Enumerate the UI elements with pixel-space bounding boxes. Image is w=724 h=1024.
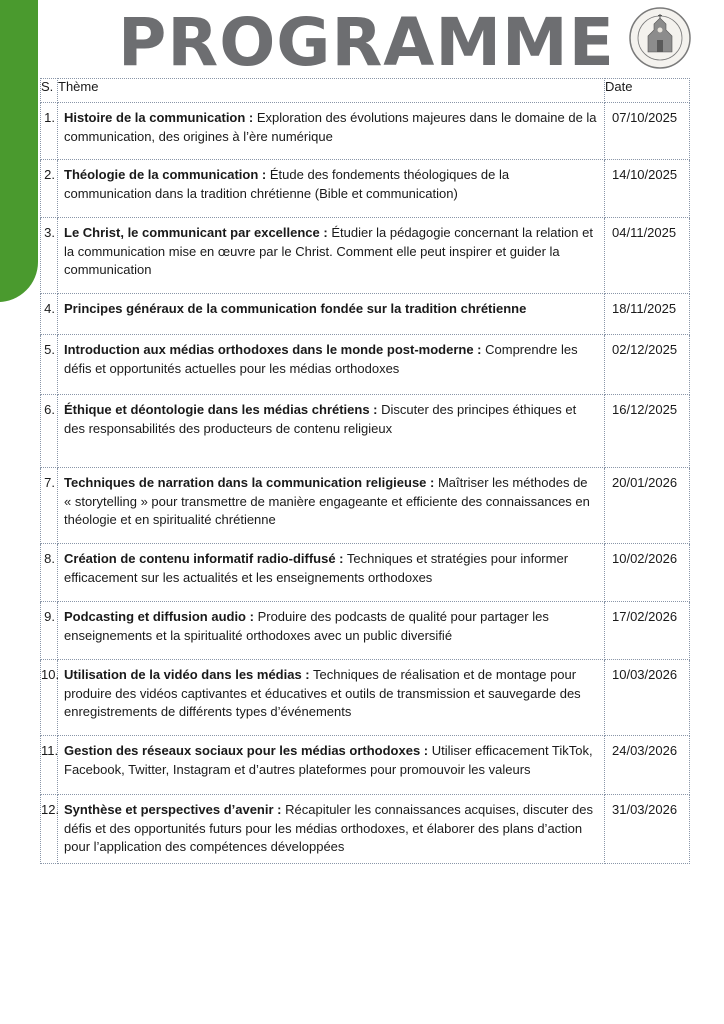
row-number: 6.: [41, 395, 58, 468]
row-date: 04/11/2025: [605, 218, 690, 294]
table-row: [41, 395, 690, 468]
row-number: 4.: [41, 294, 58, 335]
row-description: Récapituler les connaissances acquises, discuter des défis et des opportunités futurs pour les médias orthodoxes, et élaborer des plans d’action pour l’application des compétences développées: [64, 802, 593, 854]
row-date: 17/02/2026: [605, 602, 690, 660]
row-theme: [58, 736, 605, 795]
row-date: 16/12/2025: [605, 395, 690, 468]
row-description: Comprendre les défis et opportunités actuelles pour les médias orthodoxes: [64, 342, 578, 376]
row-date: 07/10/2025: [605, 103, 690, 160]
row-title: Éthique et déontologie dans les médias chrétiens :: [64, 402, 378, 417]
header-number: S.: [41, 79, 58, 103]
row-number: 5.: [41, 335, 58, 395]
row-date: 31/03/2026: [605, 795, 690, 864]
green-side-tab: [0, 0, 38, 302]
row-theme: [58, 294, 605, 335]
header-date: Date: [605, 79, 690, 103]
row-theme: [58, 218, 605, 294]
table-row: [41, 736, 690, 795]
row-number: 10.: [41, 660, 58, 736]
row-description: Discuter des principes éthiques et des responsabilités des producteurs de contenu religieux: [64, 402, 577, 436]
row-date: 24/03/2026: [605, 736, 690, 795]
row-title: Histoire de la communication :: [64, 110, 254, 125]
table-row: [41, 103, 690, 160]
row-description: Maîtriser les méthodes de « storytelling » pour transmettre de manière engageante et efficiente des connaissances en théologie et en spiritualité chrétienne: [64, 475, 590, 527]
row-theme: [58, 660, 605, 736]
row-theme: [58, 795, 605, 864]
row-description: Techniques et stratégies pour informer efficacement sur les actualités et les enseignements orthodoxes: [64, 551, 569, 585]
row-date: 02/12/2025: [605, 335, 690, 395]
page-title: PROGRAMME: [118, 4, 615, 81]
table-header-row: [41, 79, 690, 103]
row-title: Techniques de narration dans la communication religieuse :: [64, 475, 435, 490]
row-theme: [58, 544, 605, 602]
row-date: 18/11/2025: [605, 294, 690, 335]
row-number: 1.: [41, 103, 58, 160]
row-number: 2.: [41, 160, 58, 218]
row-date: 10/02/2026: [605, 544, 690, 602]
row-theme: [58, 103, 605, 160]
row-title: Théologie de la communication :: [64, 167, 267, 182]
row-description: Étude des fondements théologiques de la communication dans la tradition chrétienne (Bible et communication): [64, 167, 510, 201]
table-row: [41, 468, 690, 544]
row-description: Étudier la pédagogie concernant la relation et la communication mise en œuvre par le Christ. Comment elle peut inspirer et guider la communication: [64, 225, 593, 277]
row-title: Création de contenu informatif radio-diffusé :: [64, 551, 344, 566]
row-title: Synthèse et perspectives d’avenir :: [64, 802, 282, 817]
row-number: 12.: [41, 795, 58, 864]
row-number: 9.: [41, 602, 58, 660]
row-title: Utilisation de la vidéo dans les médias :: [64, 667, 310, 682]
table-row: [41, 660, 690, 736]
row-theme: [58, 468, 605, 544]
programme-table: [40, 78, 690, 864]
row-title: Podcasting et diffusion audio :: [64, 609, 254, 624]
row-date: 10/03/2026: [605, 660, 690, 736]
row-description: Produire des podcasts de qualité pour partager les enseignements et la spiritualité orthodoxes avec un public diversifié: [64, 609, 549, 643]
table-row: [41, 335, 690, 395]
row-theme: [58, 160, 605, 218]
table-row: [41, 795, 690, 864]
row-date: 20/01/2026: [605, 468, 690, 544]
row-title: Gestion des réseaux sociaux pour les médias orthodoxes :: [64, 743, 429, 758]
row-title: Introduction aux médias orthodoxes dans le monde post-moderne :: [64, 342, 482, 357]
row-description: Utiliser efficacement TikTok, Facebook, Twitter, Instagram et d’autres plateformes pour promouvoir les valeurs: [64, 743, 593, 777]
header-theme: Thème: [58, 79, 605, 103]
row-description: Techniques de réalisation et de montage pour produire des vidéos captivantes et éducatives et outils de transmission et sauvegarde des enregistrements de différents types d’événements: [64, 667, 581, 719]
row-description: Exploration des évolutions majeures dans le domaine de la communication, des origines à l’ère numérique: [64, 110, 597, 144]
institut-seal-icon: [628, 6, 692, 70]
row-theme: [58, 395, 605, 468]
row-title: Principes généraux de la communication fondée sur la tradition chrétienne: [64, 301, 527, 316]
table-row: [41, 544, 690, 602]
row-title: Le Christ, le communicant par excellence :: [64, 225, 328, 240]
row-date: 14/10/2025: [605, 160, 690, 218]
row-number: 3.: [41, 218, 58, 294]
row-theme: [58, 602, 605, 660]
row-number: 11.: [41, 736, 58, 795]
table-row: [41, 294, 690, 335]
row-number: 8.: [41, 544, 58, 602]
row-number: 7.: [41, 468, 58, 544]
table-row: [41, 160, 690, 218]
table-row: [41, 602, 690, 660]
table-row: [41, 218, 690, 294]
row-theme: [58, 335, 605, 395]
